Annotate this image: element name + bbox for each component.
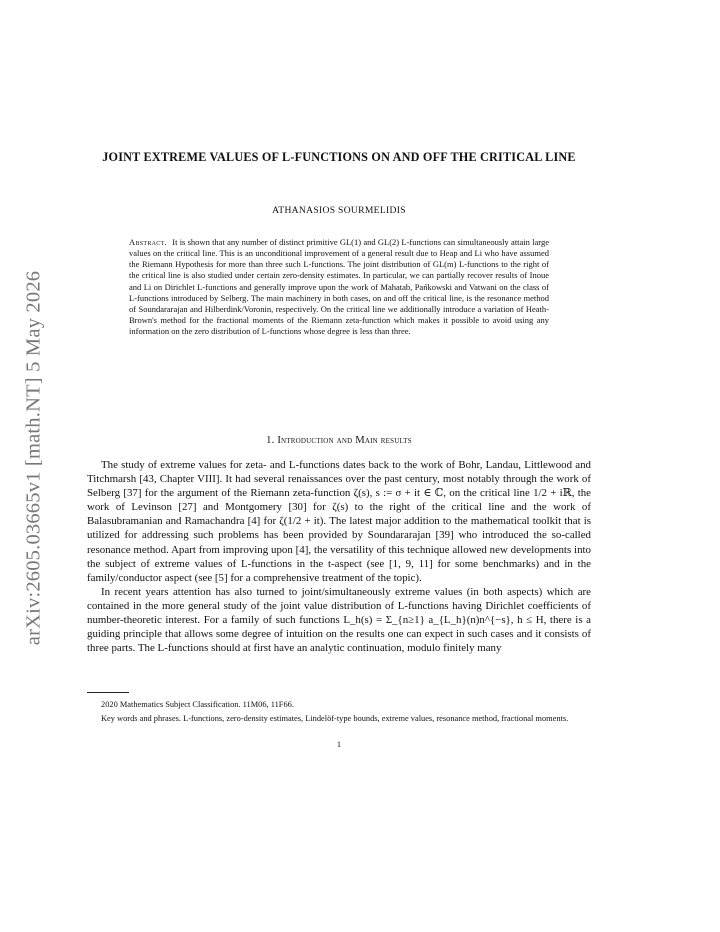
abstract-label: Abstract. [129,237,167,247]
body-paragraph: The study of extreme values for zeta- and L-functions dates back to the work of Bohr, Landau, Littlewood and Titchmarsh [43, Chapter VIII]. It had several renaissances over the past century, most notably through the work of Selberg [37] for the argument of the Riemann zeta-function ζ(s), s := σ + it ∈ ℂ, on the critical line 1/2 + iℝ, the work of Levinson [27] and Montgomery [30] for ζ(s) to the right of the critical line and the work of Balasubramanian and Ramachandra [4] for ζ(1/2 + it). The latest major addition to the mathematical toolkit that is utilized for addressing such problems has been provided by Soundararajan [39] who introduced the so-called resonance method. Apart from improving upon [4], the versatility of this technique allowed new developments into the subject of extreme values of L-functions in the t-aspect (see [1, 9, 11] for some benchmarks) and in the family/conductor aspect (see [5] for a comprehensive treatment of the topic). [87,459,591,584]
footnote-msc: 2020 Mathematics Subject Classification. 11M06, 11F66. [101,700,294,709]
abstract [129,237,549,337]
section-heading: 1. Introduction and Main results [266,435,412,446]
footnote-rule [87,692,129,693]
page-number: 1 [336,740,342,749]
paper-title: JOINT EXTREME VALUES OF L-FUNCTIONS ON AND OFF THE CRITICAL LINE [102,150,576,164]
author-name: ATHANASIOS SOURMELIDIS [272,205,406,216]
arxiv-stamp [20,248,48,668]
arxiv-stamp-text: arXiv:2605.03665v1 [math.NT] 5 May 2026 [22,270,45,646]
footnote-keywords: Key words and phrases. L-functions, zero-density estimates, Lindelöf-type bounds, extreme values, resonance method, fractional moments. [101,714,569,723]
body-paragraph: In recent years attention has also turned to joint/simultaneously extreme values (in both aspects) which are contained in the more general study of the joint value distribution of L-functions having Dirichlet coefficients of number-theoretic interest. For a family of such functions L_h(s) = Σ_{n≥1} a_{L_h}(n)n^{−s}, h ≤ H, there is a guiding principle that allows some degree of intuition on the results one can expect in such cases and it consists of three parts. The L-functions should at first have an analytic continuation, modulo finitely many [87,585,591,655]
abstract-text: It is shown that any number of distinct primitive GL(1) and GL(2) L-functions can simultaneously attain large values on the critical line. This is an unconditional improvement of a general result due to Heap and Li who have assumed the Riemann Hypothesis for more than three such L-functions. The joint distribution of GL(m) L-functions to the right of the critical line is also studied under certain zero-density estimates. In particular, we can partially recover results of Inoue and Li on Dirichlet L-functions and generally improve upon the work of Mahatab, Pańkowski and Vatwani on the class of L-functions introduced by Selberg. The main machinery in both cases, on and off the critical line, is the resonance method of Soundararajan and Hilberdink/Voronin, respectively. On the critical line we additionally introduce a variation of Heath-Brown's method for the fractional moments of the Riemann zeta-function which makes it possible to avoid using any information on the zero distribution of L-functions whose degree is less than three. [129,237,550,337]
section-body [87,458,591,655]
